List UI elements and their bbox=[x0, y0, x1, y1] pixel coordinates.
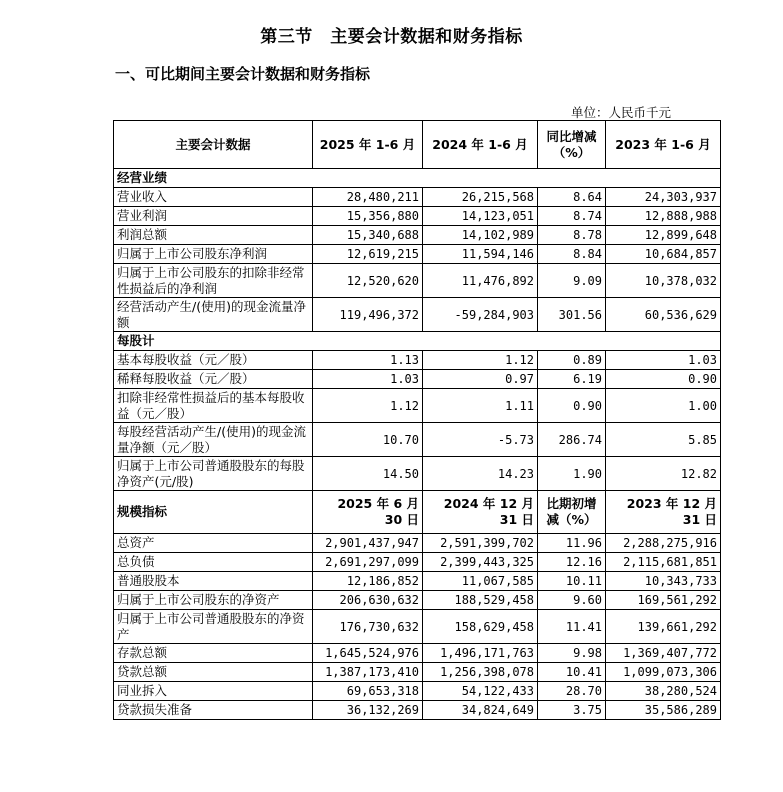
row-value-v2: 188,529,458 bbox=[423, 591, 538, 610]
row-value-v3: 9.98 bbox=[538, 644, 606, 663]
table-row bbox=[114, 701, 721, 720]
row-label: 基本每股收益（元／股） bbox=[114, 351, 313, 370]
header-label: 主要会计数据 bbox=[114, 121, 313, 169]
row-label: 扣除非经常性损益后的基本每股收益（元／股） bbox=[114, 389, 313, 423]
row-value-v4: 1.00 bbox=[606, 389, 721, 423]
row-value-v3: 8.74 bbox=[538, 207, 606, 226]
table-row bbox=[114, 423, 721, 457]
table-header-row bbox=[114, 121, 721, 169]
table-row bbox=[114, 457, 721, 491]
row-value-v4: 12,899,648 bbox=[606, 226, 721, 245]
row-value-v2: 0.97 bbox=[423, 370, 538, 389]
table-row bbox=[114, 351, 721, 370]
row-value-v3: 1.90 bbox=[538, 457, 606, 491]
row-value-v1: 28,480,211 bbox=[313, 188, 423, 207]
row-label: 归属于上市公司股东的扣除非经常性损益后的净利润 bbox=[114, 264, 313, 298]
table-row bbox=[114, 389, 721, 423]
row-value-v2: 34,824,649 bbox=[423, 701, 538, 720]
section-header: 每股计 bbox=[114, 332, 721, 351]
unit-note: 单位：人民币千元 bbox=[570, 105, 671, 120]
row-value-v3: 10.11 bbox=[538, 572, 606, 591]
row-value-v1: 2,691,297,099 bbox=[313, 553, 423, 572]
row-value-v2: 14,102,989 bbox=[423, 226, 538, 245]
header-col-2025-06-30: 2025 年 6 月 30 日 bbox=[313, 491, 423, 534]
header-col-2025h1: 2025 年 1-6 月 bbox=[313, 121, 423, 169]
section-title: 第三节 主要会计数据和财务指标 bbox=[260, 27, 523, 47]
scale-header-label: 规模指标 bbox=[114, 491, 313, 534]
row-value-v2: 1,256,398,078 bbox=[423, 663, 538, 682]
row-value-v3: 11.41 bbox=[538, 610, 606, 644]
subsection-title: 一、可比期间主要会计数据和财务指标 bbox=[115, 65, 371, 83]
row-label: 贷款损失准备 bbox=[114, 701, 313, 720]
row-value-v2: 14,123,051 bbox=[423, 207, 538, 226]
row-value-v4: 2,288,275,916 bbox=[606, 534, 721, 553]
row-value-v3: 10.41 bbox=[538, 663, 606, 682]
header-col-2023h1: 2023 年 1-6 月 bbox=[606, 121, 721, 169]
scale-header-row bbox=[114, 491, 721, 534]
table-row bbox=[114, 610, 721, 644]
header-col-2024h1: 2024 年 1-6 月 bbox=[423, 121, 538, 169]
row-value-v1: 1,645,524,976 bbox=[313, 644, 423, 663]
section-header: 经营业绩 bbox=[114, 169, 721, 188]
row-value-v1: 10.70 bbox=[313, 423, 423, 457]
row-value-v3: 8.84 bbox=[538, 245, 606, 264]
row-value-v2: 14.23 bbox=[423, 457, 538, 491]
row-value-v3: 286.74 bbox=[538, 423, 606, 457]
row-value-v1: 176,730,632 bbox=[313, 610, 423, 644]
row-value-v1: 119,496,372 bbox=[313, 298, 423, 332]
table-row bbox=[114, 207, 721, 226]
table-row bbox=[114, 553, 721, 572]
row-value-v4: 38,280,524 bbox=[606, 682, 721, 701]
row-label: 经营活动产生/(使用)的现金流量净额 bbox=[114, 298, 313, 332]
row-value-v3: 8.78 bbox=[538, 226, 606, 245]
row-value-v3: 0.90 bbox=[538, 389, 606, 423]
row-value-v2: 1.12 bbox=[423, 351, 538, 370]
row-value-v3: 12.16 bbox=[538, 553, 606, 572]
row-label: 贷款总额 bbox=[114, 663, 313, 682]
section-header-row bbox=[114, 332, 721, 351]
table-row bbox=[114, 226, 721, 245]
table-row bbox=[114, 188, 721, 207]
section-header-row bbox=[114, 169, 721, 188]
row-value-v4: 12,888,988 bbox=[606, 207, 721, 226]
row-value-v1: 1.12 bbox=[313, 389, 423, 423]
row-value-v2: -59,284,903 bbox=[423, 298, 538, 332]
row-value-v4: 1,099,073,306 bbox=[606, 663, 721, 682]
row-value-v2: 11,476,892 bbox=[423, 264, 538, 298]
row-value-v1: 69,653,318 bbox=[313, 682, 423, 701]
row-value-v2: -5.73 bbox=[423, 423, 538, 457]
row-value-v2: 1,496,171,763 bbox=[423, 644, 538, 663]
row-value-v1: 14.50 bbox=[313, 457, 423, 491]
table-row bbox=[114, 298, 721, 332]
row-label: 普通股股本 bbox=[114, 572, 313, 591]
row-value-v1: 12,186,852 bbox=[313, 572, 423, 591]
row-value-v4: 10,684,857 bbox=[606, 245, 721, 264]
header-col-2024-12-31: 2024 年 12 月 31 日 bbox=[423, 491, 538, 534]
row-value-v4: 0.90 bbox=[606, 370, 721, 389]
row-value-v2: 2,399,443,325 bbox=[423, 553, 538, 572]
table-row bbox=[114, 264, 721, 298]
row-value-v1: 12,520,620 bbox=[313, 264, 423, 298]
row-value-v1: 1.13 bbox=[313, 351, 423, 370]
row-value-v2: 158,629,458 bbox=[423, 610, 538, 644]
row-value-v2: 54,122,433 bbox=[423, 682, 538, 701]
row-value-v3: 6.19 bbox=[538, 370, 606, 389]
row-value-v4: 60,536,629 bbox=[606, 298, 721, 332]
row-value-v1: 206,630,632 bbox=[313, 591, 423, 610]
row-value-v1: 15,340,688 bbox=[313, 226, 423, 245]
table-row bbox=[114, 591, 721, 610]
row-label: 总资产 bbox=[114, 534, 313, 553]
row-value-v3: 11.96 bbox=[538, 534, 606, 553]
row-label: 归属于上市公司股东净利润 bbox=[114, 245, 313, 264]
row-value-v2: 11,594,146 bbox=[423, 245, 538, 264]
row-value-v3: 8.64 bbox=[538, 188, 606, 207]
header-col-yoy: 同比增减（%） bbox=[538, 121, 606, 169]
row-value-v2: 1.11 bbox=[423, 389, 538, 423]
row-value-v1: 1.03 bbox=[313, 370, 423, 389]
row-value-v3: 3.75 bbox=[538, 701, 606, 720]
row-value-v4: 12.82 bbox=[606, 457, 721, 491]
row-value-v4: 10,378,032 bbox=[606, 264, 721, 298]
header-col-2023-12-31: 2023 年 12 月 31 日 bbox=[606, 491, 721, 534]
row-value-v4: 139,661,292 bbox=[606, 610, 721, 644]
row-value-v1: 1,387,173,410 bbox=[313, 663, 423, 682]
table-row bbox=[114, 370, 721, 389]
row-value-v1: 12,619,215 bbox=[313, 245, 423, 264]
row-value-v3: 9.09 bbox=[538, 264, 606, 298]
table-row bbox=[114, 682, 721, 701]
row-value-v1: 36,132,269 bbox=[313, 701, 423, 720]
table-row bbox=[114, 644, 721, 663]
row-label: 归属于上市公司普通股股东的净资产 bbox=[114, 610, 313, 644]
financial-data-table bbox=[113, 120, 721, 720]
row-value-v2: 26,215,568 bbox=[423, 188, 538, 207]
row-value-v4: 10,343,733 bbox=[606, 572, 721, 591]
row-value-v4: 1,369,407,772 bbox=[606, 644, 721, 663]
table-row bbox=[114, 534, 721, 553]
row-label: 归属于上市公司普通股股东的每股净资产(元/股) bbox=[114, 457, 313, 491]
row-value-v4: 35,586,289 bbox=[606, 701, 721, 720]
row-value-v2: 11,067,585 bbox=[423, 572, 538, 591]
table-row bbox=[114, 663, 721, 682]
row-value-v3: 28.70 bbox=[538, 682, 606, 701]
row-label: 归属于上市公司股东的净资产 bbox=[114, 591, 313, 610]
row-value-v4: 5.85 bbox=[606, 423, 721, 457]
row-label: 营业利润 bbox=[114, 207, 313, 226]
row-value-v3: 9.60 bbox=[538, 591, 606, 610]
table-row bbox=[114, 245, 721, 264]
row-value-v4: 169,561,292 bbox=[606, 591, 721, 610]
row-value-v1: 2,901,437,947 bbox=[313, 534, 423, 553]
row-label: 存款总额 bbox=[114, 644, 313, 663]
row-value-v2: 2,591,399,702 bbox=[423, 534, 538, 553]
row-label: 总负债 bbox=[114, 553, 313, 572]
row-label: 每股经营活动产生/(使用)的现金流量净额（元／股） bbox=[114, 423, 313, 457]
row-label: 利润总额 bbox=[114, 226, 313, 245]
row-label: 稀释每股收益（元／股） bbox=[114, 370, 313, 389]
row-value-v1: 15,356,880 bbox=[313, 207, 423, 226]
row-value-v4: 1.03 bbox=[606, 351, 721, 370]
row-value-v4: 24,303,937 bbox=[606, 188, 721, 207]
row-label: 同业拆入 bbox=[114, 682, 313, 701]
row-value-v4: 2,115,681,851 bbox=[606, 553, 721, 572]
row-label: 营业收入 bbox=[114, 188, 313, 207]
row-value-v3: 0.89 bbox=[538, 351, 606, 370]
header-col-change: 比期初增减（%） bbox=[538, 491, 606, 534]
table-row bbox=[114, 572, 721, 591]
row-value-v3: 301.56 bbox=[538, 298, 606, 332]
